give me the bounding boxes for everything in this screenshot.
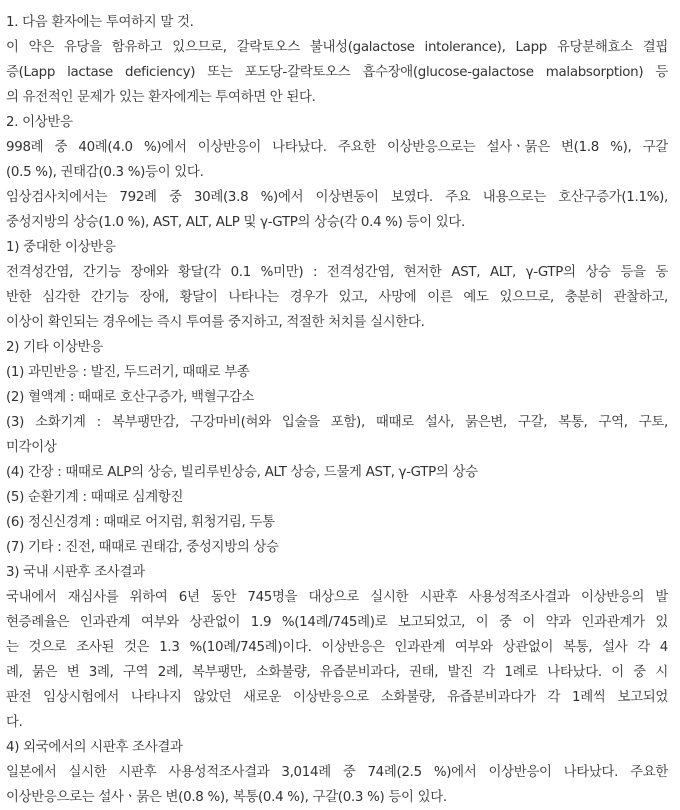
- paragraph-line: 중성지방의 상승(1.0 %), AST, ALT, ALP 및 γ-GTP의 상승(각 0.4 %) 등이 있다.: [6, 215, 466, 230]
- paragraph-line: 이상이 확인되는 경우에는 즉시 투여를 중지하고, 적절한 처치를 실시한다.: [6, 315, 425, 330]
- subheading-domestic-survey: 3) 국내 시판후 조사결과: [6, 565, 145, 580]
- subheading-serious-reactions: 1) 중대한 이상반응: [6, 240, 116, 255]
- list-item: (6) 정신신경계 : 때때로 어지럼, 휘청거림, 두통: [6, 515, 275, 530]
- paragraph-line: 판전 임상시험에서 나타나지 않았던 새로운 이상반응으로 소화불량, 유즙분비과다가 각 1례씩 보고되었: [6, 690, 668, 705]
- section-heading-contraindications: 1. 다음 환자에는 투여하지 말 것.: [6, 15, 194, 30]
- list-item: (1) 과민반응 : 발진, 두드러기, 때때로 부종: [6, 365, 250, 380]
- paragraph-line: 례, 묽은 변 3례, 구역 2례, 복부팽만, 소화불량, 유즙분비과다, 권태, 발진 각 1례로 나타났다. 이 중 시: [6, 665, 668, 680]
- paragraph-line: 현증례율은 인과관계 여부와 상관없이 1.9 %(14례/745례)로 보고되었고, 이 중 이 약과 인과관계가 있: [6, 615, 668, 630]
- paragraph-line: 임상검사치에서는 792례 중 30례(3.8 %)에서 이상변동이 보였다. 주요 내용으로는 호산구증가(1.1%),: [6, 190, 668, 205]
- section-heading-adverse-reactions: 2. 이상반응: [6, 115, 73, 130]
- paragraph-line: 일본에서 실시한 시판후 사용성적조사결과 3,014례 중 74례(2.5 %)에서 이상반응이 나타났다. 주요한: [6, 765, 668, 780]
- paragraph-line: 의 유전적인 문제가 있는 환자에게는 투여하면 안 된다.: [6, 90, 316, 105]
- paragraph-line: 증(Lapp lactase deficiency) 또는 포도당-갈락토오스 흡수장애(glucose-galactose malabsorption) 등: [6, 65, 668, 80]
- list-item: (4) 간장 : 때때로 ALP의 상승, 빌리루빈상승, ALT 상승, 드물게 AST, γ-GTP의 상승: [6, 465, 478, 480]
- paragraph-line: 998례 중 40례(4.0 %)에서 이상반응이 나타났다. 주요한 이상반응으로는 설사ㆍ묽은 변(1.8 %), 구갈: [6, 140, 668, 155]
- list-item: (2) 혈액계 : 때때로 호산구증가, 백혈구감소: [6, 390, 255, 405]
- paragraph-line: 다.: [6, 715, 23, 730]
- subheading-foreign-survey: 4) 외국에서의 시판후 조사결과: [6, 740, 183, 755]
- list-item-continuation: 미각이상: [6, 440, 57, 455]
- paragraph-line: 이상반응으로는 설사ㆍ묽은 변(0.8 %), 복통(0.4 %), 구갈(0.3 %) 등이 있다.: [6, 790, 447, 805]
- paragraph-line: 이 약은 유당을 함유하고 있으므로, 갈락토오스 불내성(galactose intolerance), Lapp 유당분해효소 결핍: [6, 40, 668, 55]
- paragraph-line: 반한 심각한 간기능 장애, 황달이 나타나는 경우가 있고, 사망에 이른 예도 있으므로, 충분히 관찰하고,: [6, 290, 668, 305]
- list-item: (3) 소화기계 : 복부팽만감, 구강마비(혀와 입술을 포함), 때때로 설사, 묽은변, 구갈, 복통, 구역, 구토,: [6, 415, 668, 430]
- list-item: (7) 기타 : 진전, 때때로 권태감, 중성지방의 상승: [6, 540, 279, 555]
- paragraph-line: 전격성간염, 간기능 장애와 황달(각 0.1 %미만) : 전격성간염, 현저한 AST, ALT, γ-GTP의 상승 등을 동: [6, 265, 668, 280]
- paragraph-line: 국내에서 재심사를 위하여 6년 동안 745명을 대상으로 실시한 시판후 사용성적조사결과 이상반응의 발: [6, 590, 668, 605]
- paragraph-line: (0.5 %), 권태감(0.3 %)등이 있다.: [6, 165, 204, 180]
- subheading-other-reactions: 2) 기타 이상반응: [6, 340, 103, 355]
- list-item: (5) 순환기계 : 때때로 심계항진: [6, 490, 184, 505]
- paragraph-line: 는 것으로 조사된 것은 1.3 %(10례/745례)이다. 이상반응은 인과관계 여부와 상관없이 복통, 설사 각 4: [6, 640, 668, 655]
